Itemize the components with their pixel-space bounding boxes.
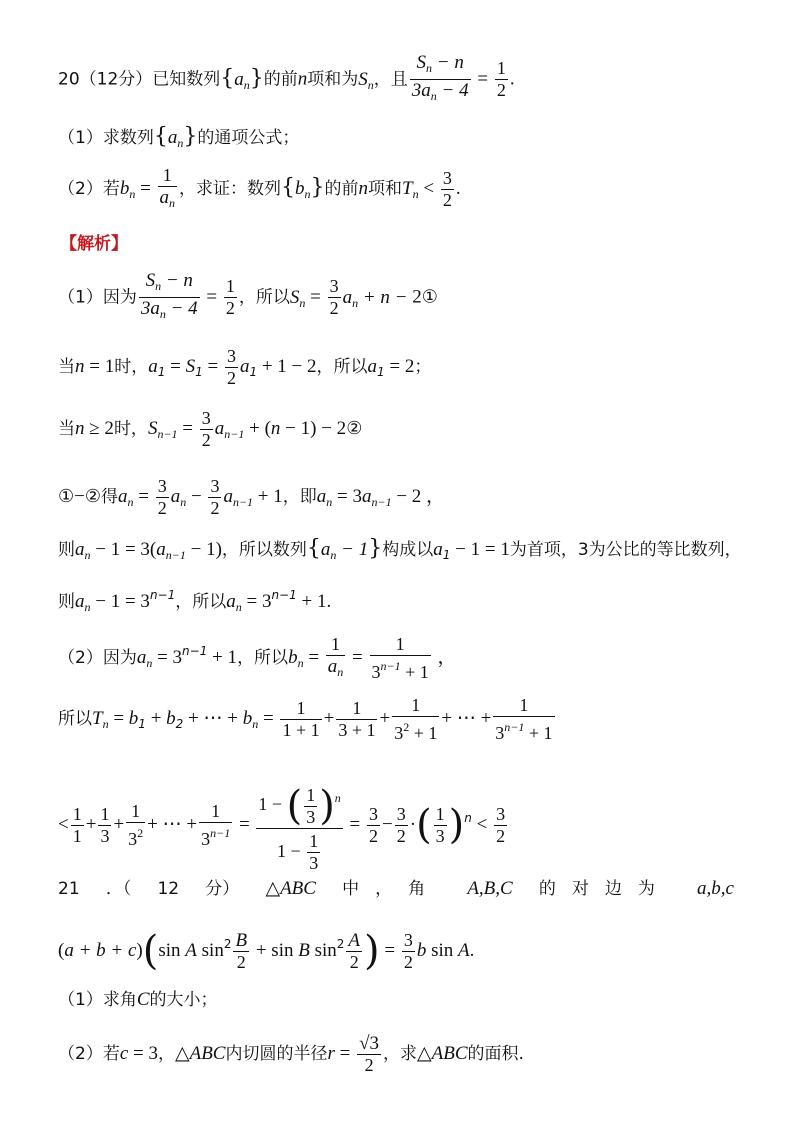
sol-line-7: （2）因为$a_n = 3^{n-1} + 1$，所以$b_n$ = $\frac{1}{a_n}$ = $\frac{1}{3^{n-1} + 1}$ ， — [58, 633, 457, 682]
q21-statement: 21 ．（ 12 分） △ABC 中，角 A,B,C 的对边为 a,b,c — [58, 872, 734, 906]
q20-points: （12分） — [79, 69, 153, 90]
q20-part2: （2）若$b_n$ = $\frac{1}{a_n}$ ，求证：数列$\{b_n\}$的前n项和$T_n$ < $\frac{3}{2}$ . — [58, 164, 461, 210]
sol-line-5: 则$a_n - 1 = 3(a_{n-1} - 1)$，所以数列$\{a_n - 1\}$构成以$a_1 - 1 = 1$为首项，3为公比的等比数列， — [58, 536, 742, 562]
q21-points: 12 — [157, 879, 180, 899]
circle-1: ① — [421, 286, 438, 308]
sol-line-8: 所以$T_n = b_1 + b_2$ + ⋯ + $b_n$ = $\frac{1}{1 + 1}$ + $\frac{1}{3 + 1}$ + $\frac{1}{3^2 + 1}$ + ⋯ + $\frac{1}{3^{n-1} + 1}$ — [58, 694, 553, 743]
sol-line-9: < $\frac{1}{1}$ + $\frac{1}{3}$ + $\frac{1}{3^2}$ + ⋯ + $\frac{1}{3^{n-1}}$ = 1 − ( $\frac{1}{3}$ )$^n$ 1 − $\frac{1}{3}$ = $\frac{3}{2}$ − $\frac{3}{2}$ ·( $\frac{1}{3}$ )$^n$ < $\frac{3}{2}$ — [58, 770, 800, 866]
q21-part2: （2）若c = 3，△ABC内切圆的半径r = $\frac{√3}{2}$ ，求△ABC的面积. — [58, 1032, 524, 1075]
sol-line-6: 则$a_n - 1 = 3^{n-1}$，所以$a_n = 3^{n-1} + 1$. — [58, 588, 332, 614]
circle-2: ② — [346, 418, 363, 439]
q20-part1: （1）求数列$\{a_n\}$的通项公式； — [58, 124, 300, 150]
q20-statement: 20（12分）已知数列$\{a_n\}$的前n项和为$S_n$，且 $\frac{S_n - n}{3a_n - 4}$ = $\frac{1}{2}$ . — [58, 52, 800, 102]
solution-heading: 【解析】 — [60, 234, 128, 254]
q21-equation: (a + b + c)(sin A $\sin^2$ $\frac{B}{2}$ + sin B $\sin^2$ $\frac{A}{2}$ ) = $\frac{3}{2}$ b sin A. — [58, 928, 475, 974]
q20-fraction: $\frac{S_n - n}{3a_n - 4}$ — [411, 52, 469, 103]
q21-part1: （1）求角C的大小； — [58, 989, 218, 1010]
sol-line-1: （1）因为 $\frac{S_n - n}{3a_n - 4}$ = $\frac{1}{2}$ ，所以$S_n$ = $\frac{3}{2}$ $a_n + n$ − 2① — [58, 270, 438, 321]
sol-line-4: ①−②得$a_n$ = $\frac{3}{2}$ $a_n$ − $\frac{3}{2}$ $a_{n-1} + 1$，即$a_n = 3a_{n-1} - 2$ ， — [58, 475, 446, 518]
sol-line-3: 当n ≥ 2时，$S_{n-1}$ = $\frac{3}{2}$ $a_{n-1} + (n - 1)$ − 2② — [58, 407, 363, 450]
sol-line-2: 当n = 1时，$a_1 = S_1$ = $\frac{3}{2}$ $a_1 + 1 - 2$，所以$a_1 = 2$； — [58, 345, 432, 388]
q21-number: 21 — [58, 879, 80, 899]
q20-number: 20 — [58, 69, 80, 90]
